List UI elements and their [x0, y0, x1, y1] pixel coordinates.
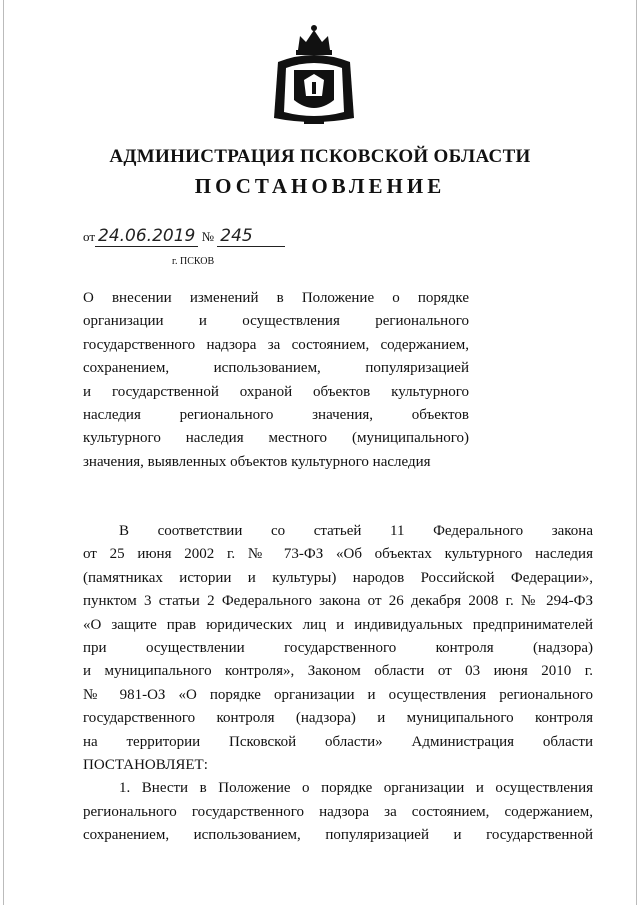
- subject-line: О внесении изменений в Положение о порядке: [83, 290, 469, 306]
- body-line: регионального государственного надзора за состоянием, содержанием,: [83, 803, 593, 820]
- registration-line: [83, 226, 285, 247]
- city-label: г. ПСКОВ: [172, 256, 215, 267]
- number-prefix: №: [201, 229, 215, 244]
- body-line: (памятниках истории и культуры) народов Российской Федерации»,: [83, 569, 593, 586]
- scan-edge-left: [3, 0, 4, 905]
- document-type-title: ПОСТАНОВЛЕНИЕ: [194, 174, 446, 198]
- subject-line: культурного наследия местного (муниципального): [83, 430, 469, 447]
- body-line: В соответствии со статьей 11 Федерального закона: [119, 523, 593, 539]
- body-line: государственного контроля (надзора) и муниципального контроля: [83, 710, 593, 727]
- subject-line: наследия регионального значения, объектов: [83, 407, 469, 424]
- handwritten-number: 245: [217, 226, 285, 247]
- body-line: № 981-ОЗ «О порядке организации и осуществления регионального: [83, 686, 593, 703]
- body-line: «О защите прав юридических лиц и индивидуальных предпринимателей: [83, 616, 593, 633]
- document-body: [83, 520, 593, 848]
- subject-line: организации и осуществления регионального: [83, 313, 469, 330]
- date-prefix: от: [83, 229, 96, 244]
- body-line: от 25 июня 2002 г. № 73-ФЗ «Об объектах культурного наследия: [83, 546, 593, 563]
- subject-line: сохранением, использованием, популяризацией: [83, 360, 469, 377]
- handwritten-date: 24.06.2019: [95, 226, 198, 247]
- document-subject: [83, 287, 469, 474]
- organization-name: АДМИНИСТРАЦИЯ ПСКОВСКОЙ ОБЛАСТИ: [109, 146, 531, 167]
- body-line: и муниципального контроля», Законом области от 03 июня 2010 г.: [83, 663, 593, 680]
- body-line: 1. Внести в Положение о порядке организации и осуществления: [119, 780, 593, 797]
- body-line: ПОСТАНОВЛЯЕТ:: [83, 757, 208, 774]
- body-line: сохранением, использованием, популяризацией и государственной: [83, 827, 593, 844]
- subject-line: государственного надзора за состоянием, содержанием,: [83, 336, 469, 353]
- body-line: при осуществлении государственного контроля (надзора): [83, 640, 593, 657]
- coat-of-arms-emblem: [268, 22, 360, 126]
- subject-line: значения, выявленных объектов культурного наследия: [83, 453, 431, 470]
- body-line: пунктом 3 статьи 2 Федерального закона от 26 декабря 2008 г. № 294-ФЗ: [83, 593, 593, 610]
- scan-edge-right: [636, 0, 637, 905]
- subject-line: и государственной охраной объектов культурного: [83, 383, 469, 400]
- body-line: на территории Псковской области» Администрация области: [83, 733, 593, 750]
